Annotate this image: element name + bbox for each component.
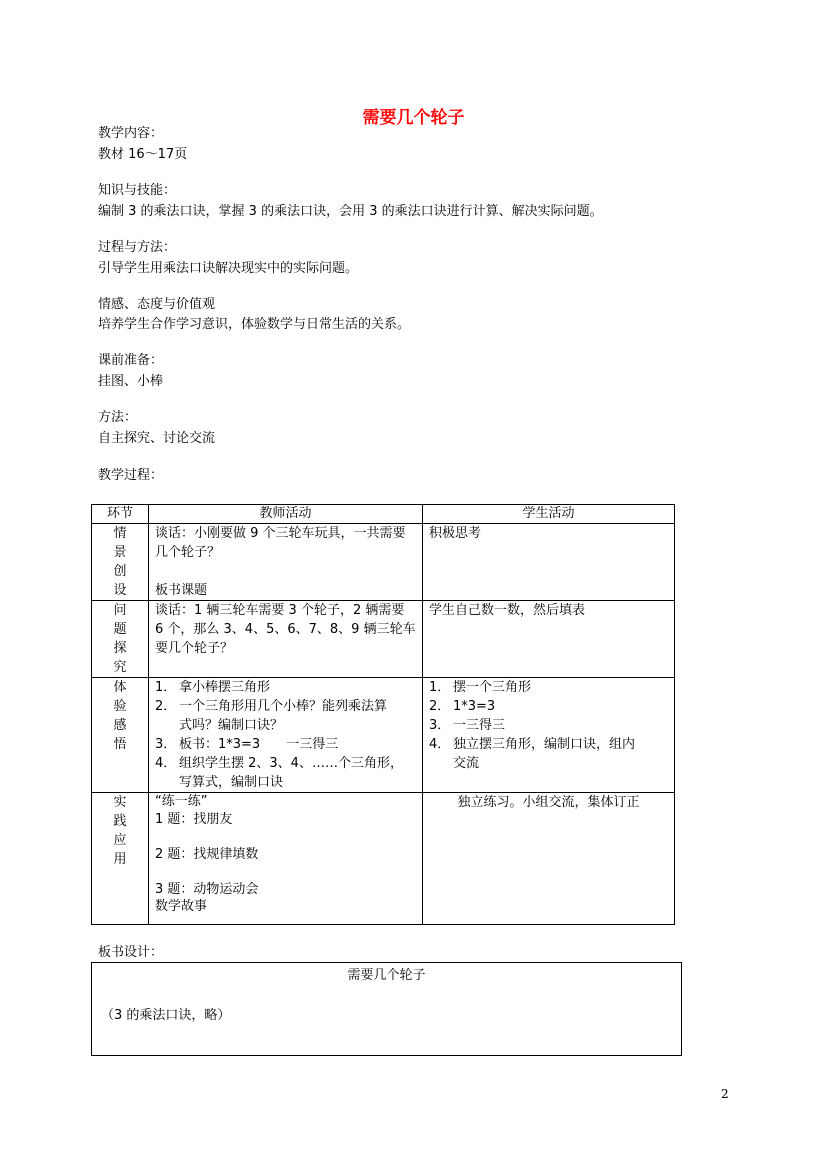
teacher-activity-text: 2 题：找规律填数 [155,846,259,862]
section-cell [92,601,149,678]
list-number: 3． [429,718,451,733]
section-char: 探 [113,641,127,656]
list-item [155,735,416,754]
list-item [155,754,416,773]
list-number: 1． [155,680,177,695]
table-header-row [92,505,675,524]
section-label-values: 情感、态度与价值观 [98,297,216,312]
teacher-activity-text: 1 题：找朋友 [155,811,233,827]
table-row [92,601,675,678]
teaching-process-table [91,504,675,925]
teacher-activity-text: 谈话：小刚要做 9 个三轮车玩具，一共需要几个轮子？ [155,526,406,560]
teacher-activity-text: 谈话：1 辆三轮车需要 3 个轮子，2 辆需要 6 个，那么 3、4、5、6、7、8、9 辆三轮车要几个轮子？ [155,603,416,656]
section-text-prep: 挂图、小棒 [98,374,164,389]
section-label-content: 教学内容： [98,126,164,141]
section-cell [92,678,149,793]
teacher-activity-text: 数学故事 [155,899,208,914]
list-text-continued: 交流 [453,756,480,771]
section-text-process: 引导学生用乘法口诀解决现实中的实际问题。 [98,261,359,276]
table-header: 教师活动 [149,505,423,524]
teacher-activity-text: 3 题：动物运动会 [155,881,259,897]
section-char: 实 [113,795,127,810]
section-label-process: 过程与方法： [98,240,177,255]
list-item [429,735,668,754]
table-header: 学生活动 [423,505,675,524]
list-number: 2． [155,699,177,714]
section-text-method: 自主探究、讨论交流 [98,431,216,446]
list-item [155,697,416,716]
student-activity-cell [423,524,675,601]
teacher-activity-text: “练一练” [155,794,208,809]
section-char: 悟 [113,737,127,752]
table-row [92,678,675,793]
list-number: 2． [429,699,451,714]
table-row [92,524,675,601]
teacher-activity-text: 板书课题 [155,583,208,598]
section-char: 应 [113,833,127,848]
teacher-activity-cell [149,601,423,678]
student-activity-text: 学生自己数一数，然后填表 [429,603,586,618]
section-label-prep: 课前准备： [98,353,164,368]
list-number: 4． [429,737,451,752]
section-char: 体 [113,680,127,695]
section-text-values: 培养学生合作学习意识，体验数学与日常生活的关系。 [98,317,411,332]
section-cell [92,524,149,601]
blank-line [155,863,416,881]
list-text: 一个三角形用几个小棒？能列乘法算 [179,699,388,714]
list-number: 1． [429,680,451,695]
section-char: 践 [113,814,127,829]
section-char: 创 [113,564,127,579]
table-header: 环节 [92,505,149,524]
list-text: 独立摆三角形，编制口诀，组内 [453,737,636,752]
student-activity-cell [423,601,675,678]
list-text: 1*3=3 [453,699,496,714]
list-text: 组织学生摆 2、3、4、……个三角形， [179,756,403,771]
section-char: 景 [113,545,127,560]
section-text-skills: 编制 3 的乘法口诀，掌握 3 的乘法口诀，会用 3 的乘法口诀进行计算、解决实际问题。 [98,204,603,219]
list-text-continued: 式吗？编制口诀？ [179,718,284,733]
section-char: 设 [113,583,127,598]
board-note: （3 的乘法口诀，略） [101,1008,231,1023]
list-item [429,678,668,697]
student-activity-cell [423,678,675,793]
list-number: 3． [155,737,177,752]
section-char: 情 [113,526,127,541]
list-text: 板书：1*3=3 一三得三 [179,737,339,752]
section-char: 问 [113,603,127,618]
list-item [429,716,668,735]
list-number: 4． [155,756,177,771]
list-text: 拿小棒摆三角形 [179,680,271,695]
section-text-content: 教材 16～17页 [98,147,188,162]
teacher-activity-cell [149,524,423,601]
board-label: 板书设计： [98,945,164,960]
section-char: 题 [113,622,127,637]
list-item [155,678,416,697]
section-char: 感 [113,718,127,733]
section-label-method: 方法： [98,410,138,425]
blank-line [155,828,416,846]
section-char: 验 [113,699,127,714]
teacher-activity-cell [149,793,423,925]
blank-line [155,562,416,581]
section-char: 究 [113,660,127,675]
page-number: 2 [721,1087,729,1101]
page-title: 需要几个轮子 [362,108,465,128]
board-design-box [91,962,682,1056]
table-row [92,793,675,925]
list-text: 一三得三 [453,718,506,733]
student-activity-cell [423,793,675,925]
student-activity-text: 积极思考 [429,526,482,541]
section-char: 用 [113,852,127,867]
list-text-continued: 写算式，编制口诀 [179,775,284,790]
process-label: 教学过程： [98,468,164,483]
list-item [429,697,668,716]
list-text: 摆一个三角形 [453,680,532,695]
teacher-activity-cell [149,678,423,793]
section-cell [92,793,149,925]
student-activity-text: 独立练习。小组交流，集体订正 [457,795,640,810]
section-label-skills: 知识与技能： [98,183,177,198]
board-title: 需要几个轮子 [347,968,426,983]
